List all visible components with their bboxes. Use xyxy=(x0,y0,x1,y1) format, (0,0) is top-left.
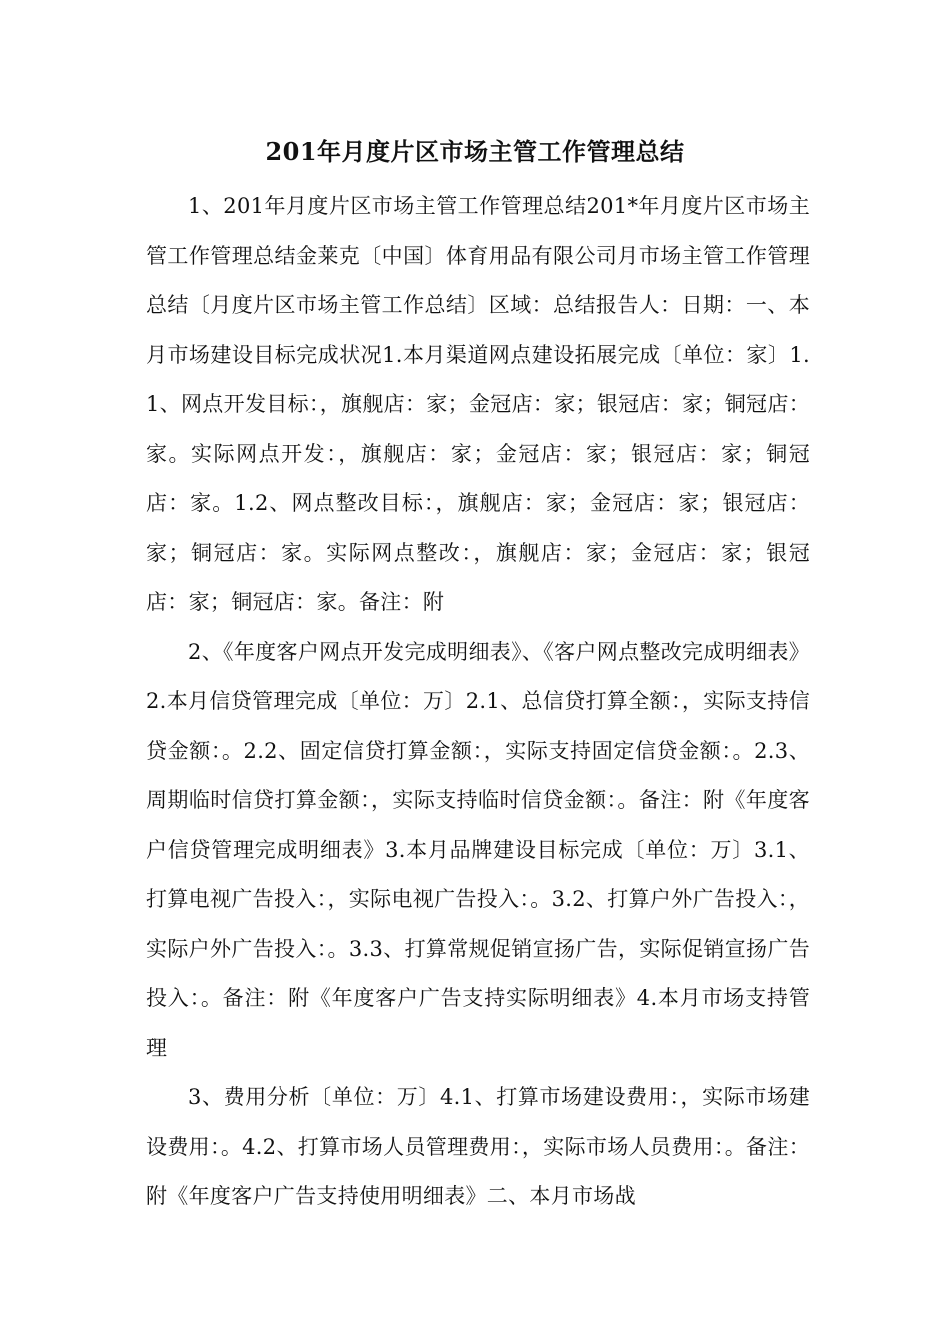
document-body xyxy=(146,182,810,1222)
paragraph-2: 2、《年度客户网点开发完成明细表》、《客户网点整改完成明细表》2.本月信贷管理完成〔单位：万〕2.1、总信贷打算全额：，实际支持信贷金额：。2.2、固定信贷打算金额：，实际支持固定信贷金额：。2.3、周期临时信贷打算金额：，实际支持临时信贷金额：。备注：附《年度客户信贷管理完成明细表》3.本月品牌建设目标完成〔单位：万〕3.1、打算电视广告投入：，实际电视广告投入：。3.2、打算户外广告投入：，实际户外广告投入：。3.3、打算常规促销宣扬广告，实际促销宣扬广告投入：。备注：附《年度客户广告支持实际明细表》4.本月市场支持管理 xyxy=(146,639,810,1060)
paragraph-1: 1、201年月度片区市场主管工作管理总结201*年月度片区市场主管工作管理总结金莱克〔中国〕体育用品有限公司月市场主管工作管理总结〔月度片区市场主管工作总结〕区域：总结报告人：日期：一、本月市场建设目标完成状况1.本月渠道网点建设拓展完成〔单位：家〕1.1、网点开发目标：，旗舰店：家；金冠店：家；银冠店：家；铜冠店：家。实际网点开发：，旗舰店：家；金冠店：家；银冠店：家；铜冠店：家。1.2、网点整改目标：，旗舰店：家；金冠店：家；银冠店：家；铜冠店：家。实际网点整改：，旗舰店：家；金冠店：家；银冠店：家；铜冠店：家。备注：附 xyxy=(146,194,810,614)
document-title: 201年月度片区市场主管工作管理总结 xyxy=(265,137,685,166)
paragraph-3: 3、费用分析〔单位：万〕4.1、打算市场建设费用：，实际市场建设费用：。4.2、打算市场人员管理费用：，实际市场人员费用：。备注：附《年度客户广告支持使用明细表》二、本月市场战 xyxy=(146,1085,810,1208)
